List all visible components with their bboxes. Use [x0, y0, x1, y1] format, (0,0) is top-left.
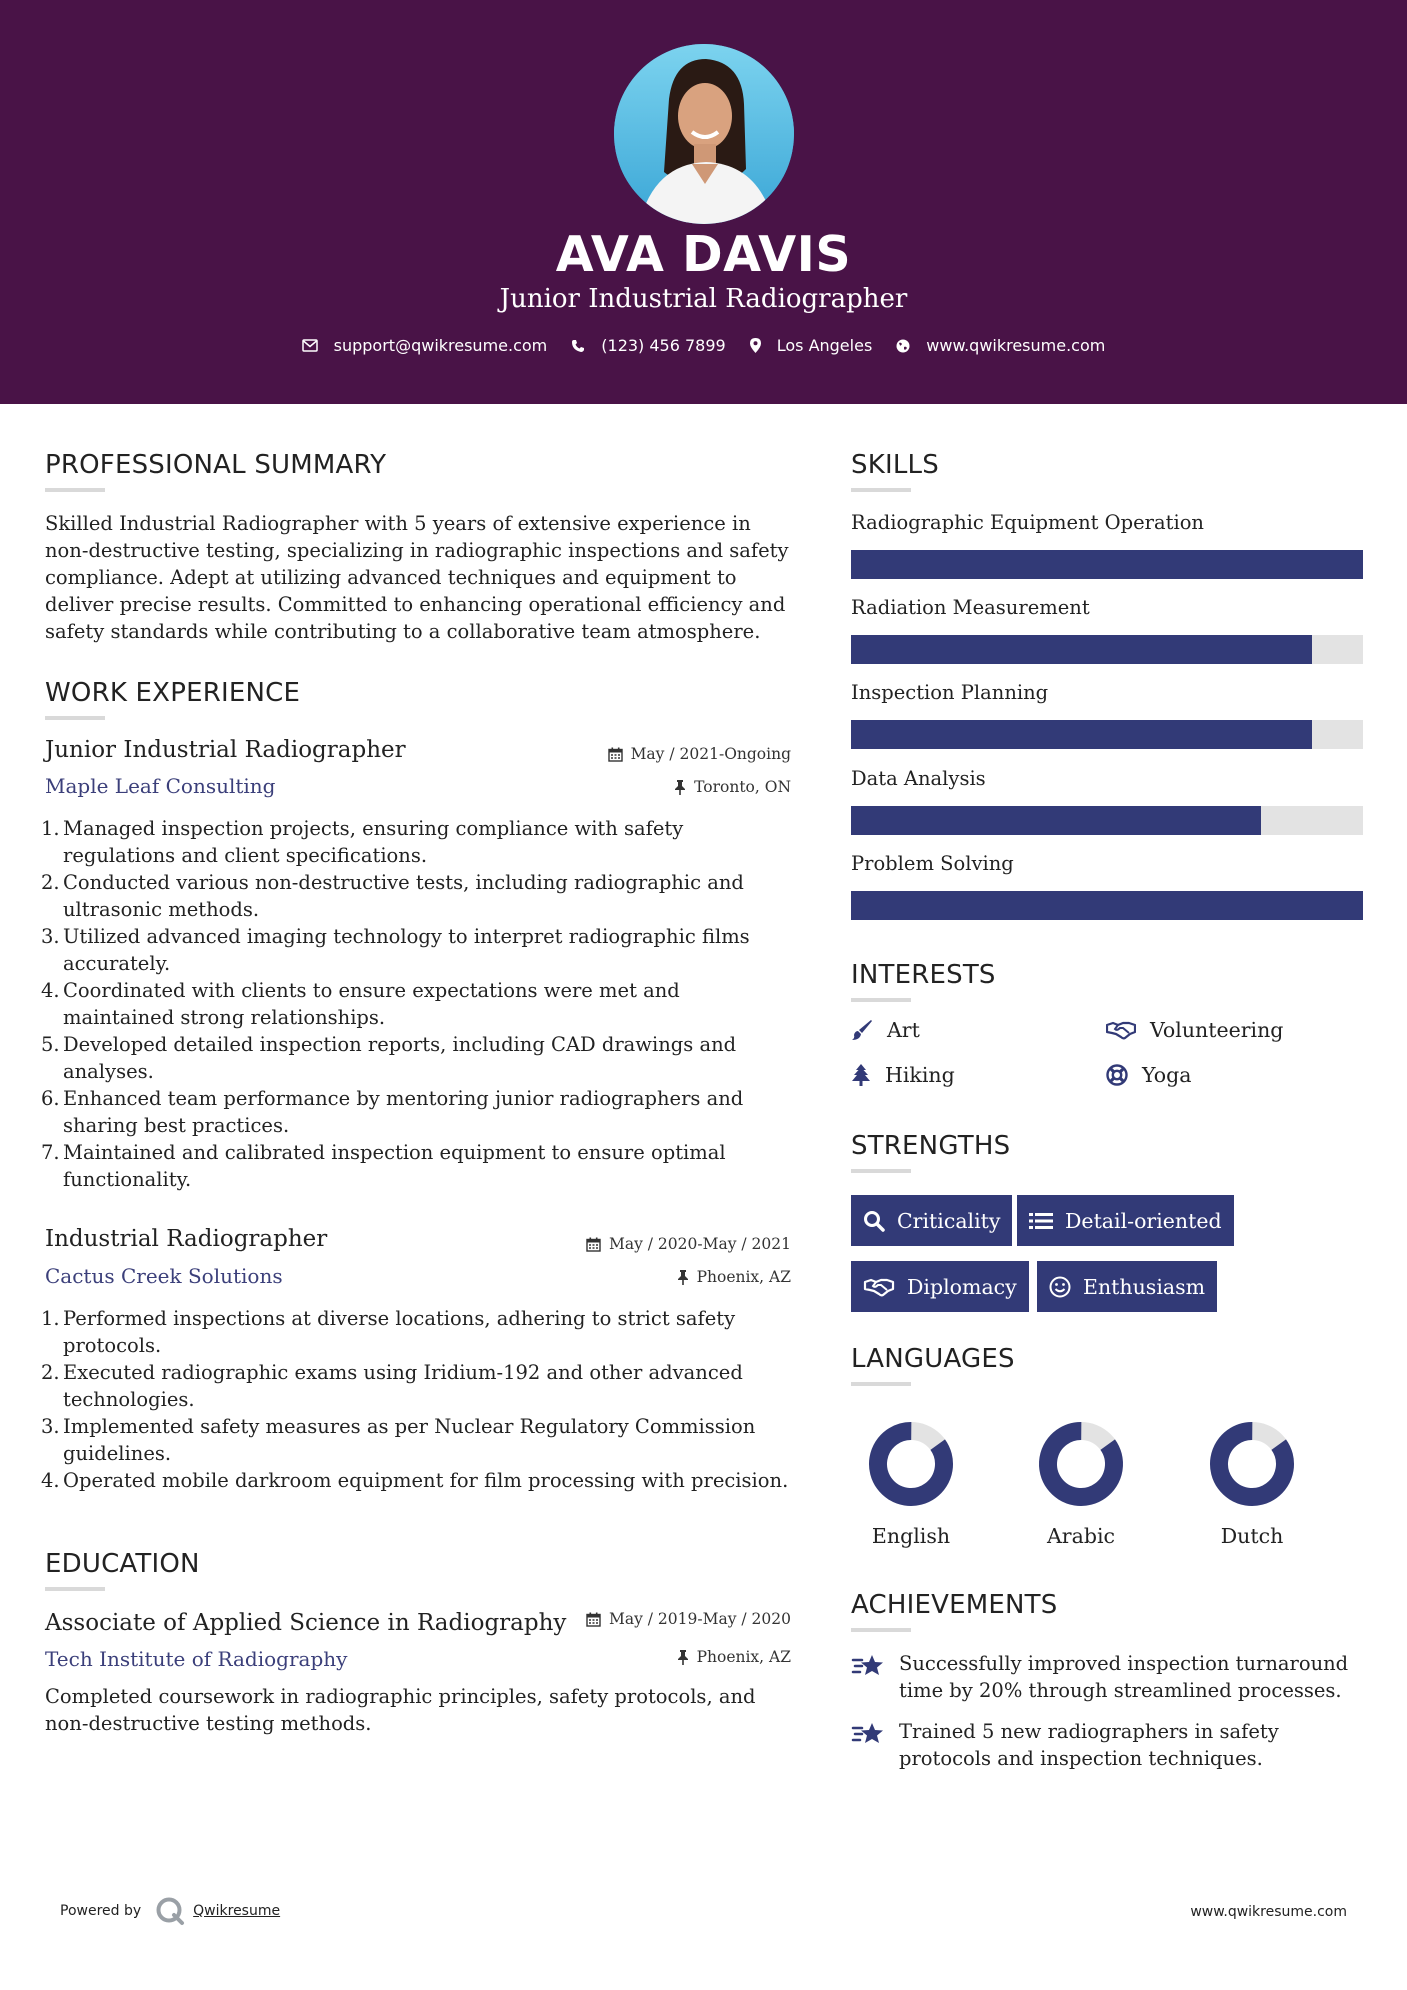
language-item	[851, 1420, 971, 1548]
list-item: 6. Enhanced team performance by mentoring junior radiographers and sharing best practices.	[41, 1087, 744, 1137]
languages-heading: LANGUAGES	[851, 1344, 1015, 1374]
contact-website[interactable]	[896, 336, 1105, 355]
phone-icon	[571, 339, 585, 353]
calendar-icon	[586, 1612, 601, 1627]
achievements-heading: ACHIEVEMENTS	[851, 1590, 1058, 1620]
list-item: 1. Managed inspection projects, ensuring compliance with safety regulations and client specifications.	[41, 817, 684, 867]
strength-label: Criticality	[897, 1208, 1001, 1233]
list-item: 2. Executed radiographic exams using Iridium-192 and other advanced technologies.	[41, 1361, 743, 1411]
map-pin-icon	[750, 338, 761, 353]
contact-location-text: Los Angeles	[776, 336, 873, 355]
job-location	[674, 778, 791, 796]
lifebuoy-icon	[1106, 1064, 1128, 1086]
footer-branding	[60, 1896, 280, 1926]
skills-divider	[851, 488, 911, 492]
contact-phone-text: (123) 456 7899	[601, 336, 726, 355]
job-title: Industrial Radiographer	[45, 1226, 328, 1252]
strength-tag	[1037, 1261, 1217, 1312]
achievement-text: Successfully improved inspection turnaround time by 20% through streamlined processes.	[899, 1652, 1349, 1702]
contact-email[interactable]	[302, 336, 548, 355]
interest-label: Volunteering	[1150, 1018, 1284, 1042]
languages-divider	[851, 1382, 911, 1386]
job-dates	[608, 745, 791, 763]
strength-tag	[1017, 1195, 1234, 1246]
skill-bar	[851, 635, 1363, 664]
duty-text: Enhanced team performance by mentoring junior radiographers and sharing best practices.	[63, 1087, 744, 1137]
achievement-text: Trained 5 new radiographers in safety protocols and inspection techniques.	[899, 1720, 1279, 1770]
interest-item	[1106, 1018, 1283, 1042]
language-name: English	[871, 1524, 951, 1548]
resume-header	[0, 0, 1407, 404]
powered-by-label: Powered by	[60, 1903, 142, 1919]
search-icon	[863, 1210, 885, 1232]
envelope-icon	[302, 339, 318, 352]
list-item: 3. Implemented safety measures as per Nuclear Regulatory Commission guidelines.	[41, 1415, 756, 1465]
interest-item	[1106, 1063, 1191, 1087]
contact-website-text: www.qwikresume.com	[926, 336, 1106, 355]
pushpin-icon	[674, 780, 686, 795]
contact-location	[750, 336, 873, 355]
skills-heading: SKILLS	[851, 450, 939, 480]
strengths-divider	[851, 1169, 911, 1173]
list-item: 4. Coordinated with clients to ensure expectations were met and maintained strong relationships.	[41, 979, 680, 1029]
job-location	[677, 1268, 791, 1286]
strength-tag	[851, 1261, 1029, 1312]
strength-label: Diplomacy	[907, 1274, 1017, 1299]
paintbrush-icon	[851, 1019, 873, 1041]
contact-bar	[0, 336, 1407, 355]
language-level-arc	[867, 1420, 955, 1508]
duty-text: Executed radiographic exams using Iridium-192 and other advanced technologies.	[63, 1361, 743, 1411]
globe-icon	[896, 339, 910, 353]
candidate-name: AVA DAVIS	[555, 226, 852, 283]
shooting-star-icon	[851, 1652, 885, 1680]
job-location-text: Phoenix, AZ	[696, 1268, 791, 1286]
education-dates-text: May / 2019-May / 2020	[608, 1610, 791, 1628]
degree-title: Associate of Applied Science in Radiography	[45, 1610, 567, 1636]
education-dates	[586, 1610, 791, 1628]
duty-text: Conducted various non-destructive tests, including radiographic and ultrasonic methods.	[63, 871, 744, 921]
language-name: Dutch	[1220, 1524, 1284, 1548]
skill-bar-fill	[851, 550, 1363, 579]
skill-bar-fill	[851, 635, 1312, 664]
job-location-text: Toronto, ON	[694, 778, 791, 796]
qwikresume-logo-icon	[155, 1896, 185, 1926]
skill-bar	[851, 720, 1363, 749]
pushpin-icon	[677, 1270, 689, 1285]
education-description: Completed coursework in radiographic principles, safety protocols, and non-destructive testing methods.	[45, 1685, 756, 1735]
language-level-ring	[1037, 1420, 1125, 1508]
job-title: Junior Industrial Radiographer	[45, 737, 406, 763]
skill-bar-fill	[851, 891, 1363, 920]
achievement-item	[851, 1718, 1371, 1772]
profile-photo	[614, 44, 794, 224]
list-item: 2. Conducted various non-destructive tests, including radiographic and ultrasonic methods.	[41, 871, 744, 921]
list-item: 4. Operated mobile darkroom equipment for film processing with precision.	[41, 1469, 789, 1492]
skill-bar-fill	[851, 806, 1261, 835]
job-duties-list	[41, 1305, 795, 1494]
strength-tag	[851, 1195, 1012, 1246]
pushpin-icon	[677, 1650, 689, 1665]
education-location-text: Phoenix, AZ	[696, 1648, 791, 1666]
list-item: 7. Maintained and calibrated inspection equipment to ensure optimal functionality.	[41, 1141, 726, 1191]
duty-text: Implemented safety measures as per Nuclear Regulatory Commission guidelines.	[63, 1415, 756, 1465]
summary-heading: PROFESSIONAL SUMMARY	[45, 450, 387, 480]
duty-text: Operated mobile darkroom equipment for film processing with precision.	[63, 1469, 789, 1492]
job-company[interactable]: Maple Leaf Consulting	[45, 774, 276, 798]
job-dates-text: May / 2021-Ongoing	[630, 745, 791, 763]
job-company[interactable]: Cactus Creek Solutions	[45, 1264, 283, 1288]
job-dates-text: May / 2020-May / 2021	[608, 1235, 791, 1253]
interest-item	[851, 1018, 920, 1042]
strength-label: Enthusiasm	[1083, 1274, 1206, 1299]
duty-text: Utilized advanced imaging technology to interpret radiographic films accurately.	[63, 925, 750, 975]
smile-icon	[1049, 1276, 1071, 1298]
shooting-star-icon	[851, 1720, 885, 1748]
school-name[interactable]: Tech Institute of Radiography	[45, 1647, 348, 1671]
strengths-heading: STRENGTHS	[851, 1131, 1011, 1161]
language-name: Arabic	[1047, 1524, 1115, 1548]
list-item: 3. Utilized advanced imaging technology to interpret radiographic films accurately.	[41, 925, 750, 975]
candidate-title: Junior Industrial Radiographer	[499, 284, 908, 314]
achievements-divider	[851, 1628, 911, 1632]
skill-bar	[851, 891, 1363, 920]
list-icon	[1029, 1211, 1053, 1231]
language-level-ring	[1208, 1420, 1296, 1508]
summary-divider	[45, 488, 105, 492]
interest-item	[851, 1063, 955, 1087]
language-level-arc	[1037, 1420, 1125, 1508]
skill-label: Radiographic Equipment Operation	[851, 511, 1204, 534]
interests-divider	[851, 998, 911, 1002]
footer-website[interactable]: www.qwikresume.com	[1190, 1904, 1347, 1920]
duty-text: Coordinated with clients to ensure expectations were met and maintained strong relationships.	[63, 979, 680, 1029]
language-item	[1192, 1420, 1312, 1548]
job-duties-list	[41, 815, 795, 1193]
contact-phone[interactable]	[571, 336, 725, 355]
handshake-icon	[863, 1277, 895, 1297]
experience-divider	[45, 716, 105, 720]
calendar-icon	[586, 1237, 601, 1252]
skill-label: Radiation Measurement	[851, 596, 1090, 619]
list-item: 1. Performed inspections at diverse locations, adhering to strict safety protocols.	[41, 1307, 736, 1357]
qwikresume-link[interactable]: Qwikresume	[193, 1903, 281, 1919]
skill-bar	[851, 806, 1363, 835]
education-divider	[45, 1587, 105, 1591]
skill-bar	[851, 550, 1363, 579]
interests-heading: INTERESTS	[851, 960, 996, 990]
duty-text: Managed inspection projects, ensuring compliance with safety regulations and client specifications.	[63, 817, 684, 867]
strength-label: Detail-oriented	[1065, 1208, 1222, 1233]
language-level-ring	[867, 1420, 955, 1508]
language-item	[1021, 1420, 1141, 1548]
language-level-arc	[1208, 1420, 1296, 1508]
duty-text: Maintained and calibrated inspection equipment to ensure optimal functionality.	[63, 1141, 726, 1191]
job-dates	[586, 1235, 791, 1253]
duty-text: Performed inspections at diverse locations, adhering to strict safety protocols.	[63, 1307, 736, 1357]
skill-bar-fill	[851, 720, 1312, 749]
experience-heading: WORK EXPERIENCE	[45, 678, 301, 708]
duty-text: Developed detailed inspection reports, including CAD drawings and analyses.	[63, 1033, 737, 1083]
education-location	[677, 1648, 791, 1666]
summary-text: Skilled Industrial Radiographer with 5 years of extensive experience in non-destructive testing, specializing in radiographic inspections and safety compliance. Adept at utilizing advanced techniques and equipment to deliver precise results. Committed to enhancing operational efficiency and safety standards while contributing to a collaborative team atmosphere.	[45, 512, 789, 643]
education-heading: EDUCATION	[45, 1549, 200, 1579]
tree-icon	[851, 1064, 871, 1086]
contact-email-text: support@qwikresume.com	[333, 336, 548, 355]
calendar-icon	[608, 747, 623, 762]
skill-label: Data Analysis	[851, 767, 986, 790]
skill-label: Problem Solving	[851, 852, 1014, 875]
achievement-item	[851, 1650, 1371, 1704]
handshake-icon	[1106, 1020, 1136, 1040]
interest-label: Yoga	[1142, 1063, 1192, 1087]
skill-label: Inspection Planning	[851, 681, 1049, 704]
interest-label: Art	[887, 1018, 920, 1042]
interest-label: Hiking	[885, 1063, 955, 1087]
list-item: 5. Developed detailed inspection reports, including CAD drawings and analyses.	[41, 1033, 737, 1083]
